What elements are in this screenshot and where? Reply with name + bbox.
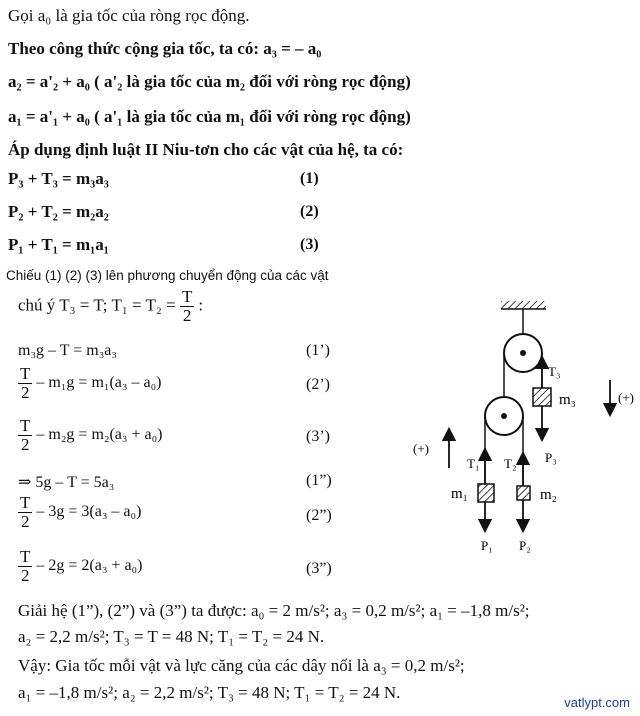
- equation-2-number: (2): [300, 203, 319, 220]
- fraction-numerator: T: [20, 364, 31, 383]
- eq3pp-fraction: [18, 548, 32, 585]
- solution-line-1: Giải hệ (1”), (2”) và (3”) ta được: a₀ = 2 m/s²; a₃ = 0,2 m/s²; a₁ = –1,8 m/s²;: [18, 601, 530, 620]
- fraction-denominator: 2: [20, 435, 30, 454]
- equation-1: P₃ + T₃ = m₃a₃: [8, 169, 109, 188]
- eq3p-fraction: [18, 417, 32, 454]
- equation-2-double-prime: [18, 494, 141, 531]
- equation-2-prime: [18, 365, 161, 402]
- eq3pp-text: – 2g = 2(a₃ + a₀): [36, 557, 143, 575]
- eq2pp-text: – 3g = 3(a₃ – a₀): [36, 503, 142, 521]
- ceiling: [501, 301, 546, 309]
- tension-note-colon: :: [198, 295, 204, 315]
- fraction-numerator: T: [20, 416, 31, 435]
- fixed-pulley-icon: [504, 334, 542, 372]
- label-t1: T₁: [467, 456, 480, 471]
- conclusion-line-1: Vậy: Gia tốc mỗi vật và lực căng của các dây nối là a₃ = 0,2 m/s²;: [18, 656, 465, 675]
- equation-2: P₂ + T₂ = m₂a₂: [8, 202, 109, 221]
- fraction-denominator: 2: [182, 306, 192, 325]
- newton-law-intro: Áp dụng định luật II Niu-tơn cho các vật của hệ, ta có:: [8, 140, 404, 159]
- fraction-denominator: 2: [20, 566, 30, 585]
- equation-3-prime-number: (3’): [306, 428, 330, 445]
- eq2pp-fraction: [18, 494, 32, 531]
- equation-1-prime-number: (1’): [306, 342, 330, 359]
- equation-1-prime: m₃g – T = m₃a₃: [18, 342, 117, 359]
- fraction-numerator: T: [181, 287, 193, 306]
- accel-addition-rule: Theo công thức cộng gia tốc, ta có: a₃ = – a₀: [8, 39, 322, 58]
- label-t3: T₃: [548, 364, 561, 379]
- accel-a1-relation: a₁ = a'₁ + a₀ ( a'₁ là gia tốc của m₁ đối với ròng rọc động): [8, 107, 411, 126]
- equation-3-prime: [18, 417, 163, 454]
- fraction-denominator: 2: [20, 383, 30, 402]
- label-t2: T₂: [504, 456, 517, 471]
- eq2p-text: – m₁g = m₁(a₃ – a₀): [36, 374, 162, 392]
- accel-a2-relation: a₂ = a'₂ + a₀ ( a'₂ là gia tốc của m₂ đối với ròng rọc động): [8, 72, 411, 91]
- label-p1: P₁: [481, 538, 493, 553]
- equation-2-double-prime-number: (2”): [306, 507, 332, 524]
- solution-line-2: a₂ = 2,2 m/s²; T₃ = T = 48 N; T₁ = T₂ = 24 N.: [18, 627, 325, 646]
- equation-1-number: (1): [300, 170, 319, 187]
- eq3p-text: – m₂g = m₂(a₃ + a₀): [36, 426, 163, 444]
- equation-3-double-prime: [18, 548, 142, 585]
- pulley-diagram: [405, 298, 640, 560]
- equation-3-double-prime-number: (3”): [306, 560, 332, 577]
- tension-fraction: [180, 288, 194, 325]
- equation-3: P₁ + T₁ = m₁a₁: [8, 235, 109, 254]
- equation-1-double-prime-number: (1”): [306, 472, 332, 489]
- label-p2: P₂: [519, 538, 531, 553]
- movable-pulley-icon: [485, 397, 523, 435]
- intro-a0: Gọi a₀ là gia tốc của ròng rọc động.: [8, 6, 250, 25]
- label-m1: m₁: [451, 486, 468, 502]
- tension-note-text: chú ý T₃ = T; T₁ = T₂ =: [18, 295, 176, 315]
- equation-1-double-prime: ⇒ 5g – T = 5a₃: [18, 474, 115, 491]
- fraction-numerator: T: [20, 547, 31, 566]
- label-p3: P₃: [545, 450, 557, 465]
- mass-m2-block: [517, 486, 530, 500]
- eq2p-fraction: [18, 365, 32, 402]
- projection-note: Chiếu (1) (2) (3) lên phương chuyển động của các vật: [6, 268, 329, 283]
- fraction-numerator: T: [20, 493, 31, 512]
- label-plus-right: (+): [618, 390, 634, 405]
- label-m3: m₃: [559, 392, 576, 408]
- mass-m3-block: [533, 388, 551, 406]
- equation-3-number: (3): [300, 236, 319, 253]
- conclusion-line-2: a₁ = –1,8 m/s²; a₂ = 2,2 m/s²; T₃ = 48 N; T₁ = T₂ = 24 N.: [18, 683, 401, 702]
- equation-2-prime-number: (2’): [306, 376, 330, 393]
- site-watermark: vatlypt.com: [564, 695, 630, 710]
- tension-note: [18, 288, 203, 325]
- mass-m1-block: [478, 484, 494, 502]
- fraction-denominator: 2: [20, 512, 30, 531]
- label-plus-left: (+): [413, 441, 429, 456]
- label-m2: m₂: [540, 487, 557, 503]
